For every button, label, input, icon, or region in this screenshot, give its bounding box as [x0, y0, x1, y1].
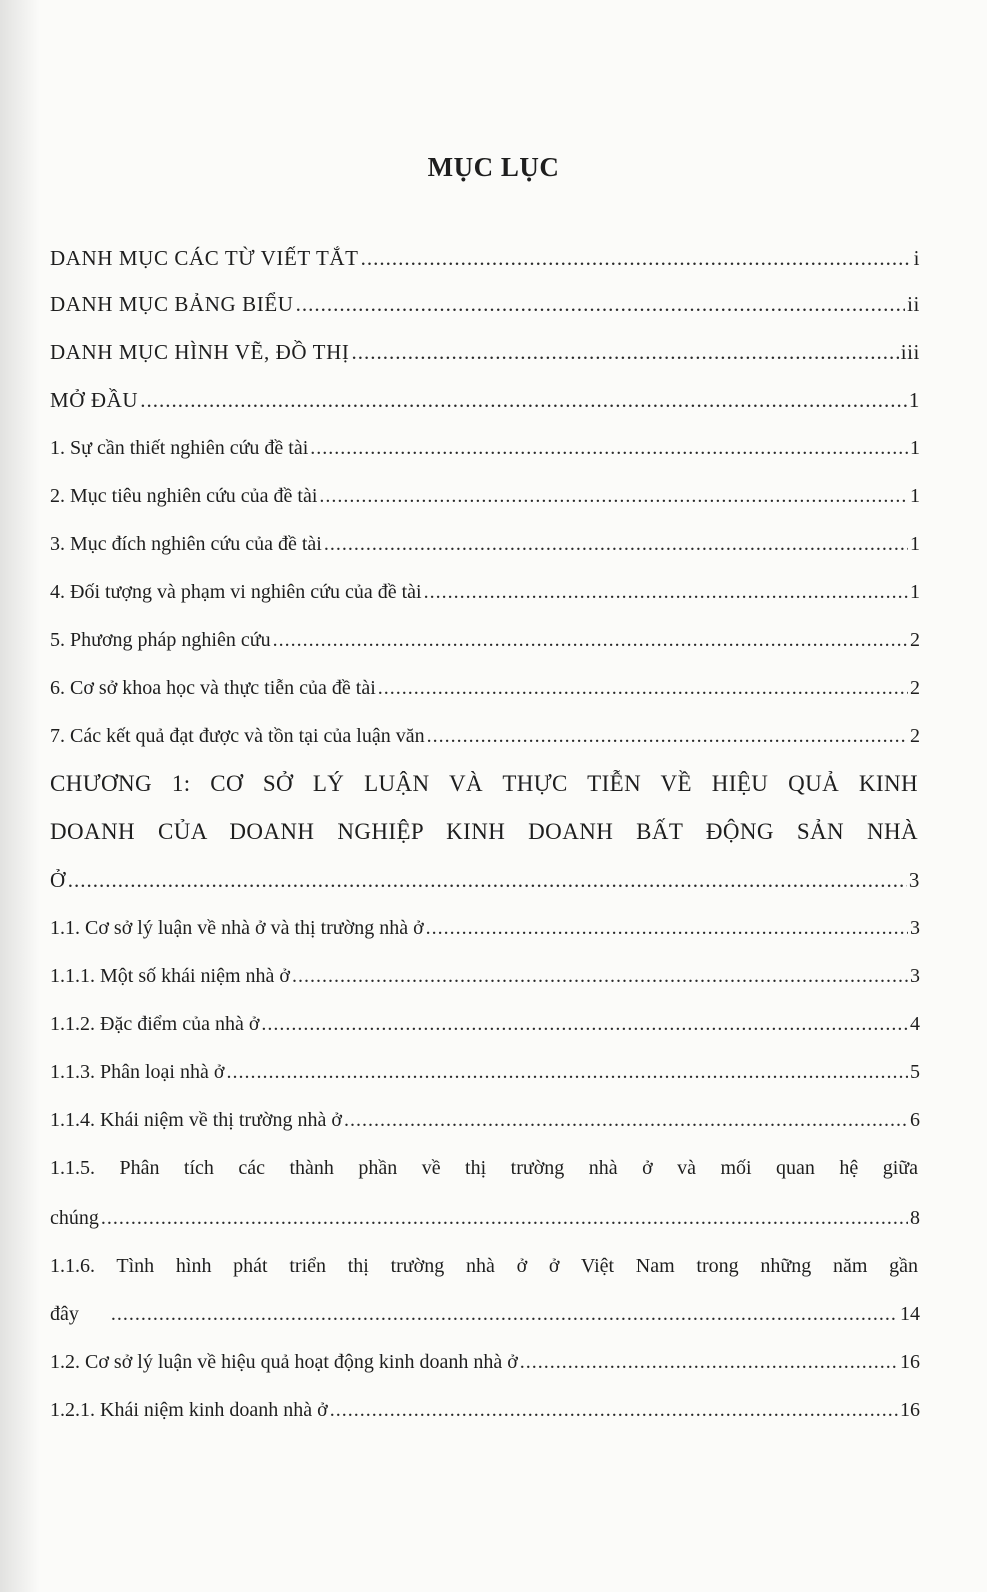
- toc-entry: [50, 1106, 920, 1134]
- toc-entry: [50, 1010, 920, 1038]
- dot-leader: [426, 914, 908, 942]
- toc-entry-text: 5. Phương pháp nghiên cứu: [50, 629, 271, 651]
- dot-leader: [378, 674, 908, 702]
- toc-chapter-line-2: DOANH CỦA DOANH NGHIỆP KINH DOANH BẤT ĐỘNG SẢN NHÀ: [50, 819, 918, 844]
- dot-leader: [344, 1106, 908, 1134]
- toc-entry: [50, 338, 920, 366]
- toc-entry-text: DANH MỤC BẢNG BIỂU: [50, 292, 294, 316]
- toc-entry: [50, 1348, 920, 1376]
- dot-leader: [310, 434, 908, 462]
- toc-entry-page: 1: [910, 581, 920, 603]
- dot-leader: [261, 1010, 908, 1038]
- toc-entry-page: 1: [908, 388, 920, 412]
- toc-entry-text: 1.1.4. Khái niệm về thị trường nhà ở: [50, 1109, 342, 1131]
- page-title: MỤC LỤC: [427, 152, 560, 182]
- toc-entry: [50, 244, 920, 272]
- toc-entry-page: 3: [910, 917, 920, 939]
- toc-entry: [50, 290, 920, 318]
- dot-leader: [361, 244, 912, 272]
- toc-entry: [50, 866, 920, 894]
- toc-entry-text: 6. Cơ sở khoa học và thực tiễn của đề tài: [50, 677, 376, 699]
- toc-entry-text: 2. Mục tiêu nghiên cứu của đề tài: [50, 485, 318, 507]
- toc-chapter-line-1: CHƯƠNG 1: CƠ SỞ LÝ LUẬN VÀ THỰC TIỄN VỀ HIỆU QUẢ KINH: [50, 771, 918, 796]
- toc-entry-text: 4. Đối tượng và phạm vi nghiên cứu của đề tài: [50, 581, 422, 603]
- toc-entry-page: iii: [900, 340, 920, 364]
- toc-entry-page: 16: [900, 1351, 920, 1373]
- toc-entry: [50, 530, 920, 558]
- dot-leader: [424, 578, 908, 606]
- toc-entry-page: 14: [900, 1303, 920, 1325]
- toc-entry-page: 8: [910, 1207, 920, 1229]
- toc-entry: [50, 386, 920, 414]
- toc-entry-page: 2: [910, 629, 920, 651]
- toc-entry-page: 1: [910, 533, 920, 555]
- toc-entry: [50, 1204, 920, 1232]
- toc-entry: [50, 962, 920, 990]
- toc-entry: [50, 674, 920, 702]
- toc-entry-page: 1: [910, 485, 920, 507]
- toc-entry: [50, 1300, 920, 1328]
- toc-entry-text: Ở: [50, 868, 66, 892]
- toc-entry: [50, 1396, 920, 1424]
- toc-entry-text: 1.1.2. Đặc điểm của nhà ở: [50, 1013, 260, 1035]
- toc-entry-text: chúng: [50, 1207, 99, 1229]
- toc-entry-page: 3: [910, 965, 920, 987]
- dot-leader: [101, 1204, 908, 1232]
- dot-leader: [324, 530, 908, 558]
- toc-entry-text: 7. Các kết quả đạt được và tồn tại của luận văn: [50, 725, 425, 747]
- toc-entry-line-1: 1.1.5. Phân tích các thành phần về thị trường nhà ở và mối quan hệ giữa: [50, 1157, 918, 1179]
- toc-entry-text: 3. Mục đích nghiên cứu của đề tài: [50, 533, 322, 555]
- toc-entry-text: 1. Sự cần thiết nghiên cứu đề tài: [50, 437, 309, 459]
- dot-leader: [273, 626, 908, 654]
- toc-entry-page: 1: [910, 437, 920, 459]
- toc-entry-text: 1.2. Cơ sở lý luận về hiệu quả hoạt động kinh doanh nhà ở: [50, 1351, 518, 1373]
- dot-leader: [296, 290, 906, 318]
- dot-leader: [140, 386, 907, 414]
- toc-entry-page: 16: [900, 1399, 920, 1421]
- dot-leader: [111, 1300, 898, 1328]
- toc-entry: [50, 914, 920, 942]
- toc-entry-page: 2: [910, 725, 920, 747]
- toc-entry: [50, 626, 920, 654]
- toc-entry-text: 1.1. Cơ sở lý luận về nhà ở và thị trường nhà ở: [50, 917, 424, 939]
- toc-entry-page: 4: [910, 1013, 920, 1035]
- toc-entry-text: DANH MỤC HÌNH VẼ, ĐỒ THỊ: [50, 340, 350, 364]
- toc-entry-page: i: [913, 246, 920, 270]
- dot-leader: [427, 722, 908, 750]
- toc-entry-line-1: 1.1.6. Tình hình phát triển thị trường nhà ở ở Việt Nam trong những năm gần: [50, 1255, 918, 1277]
- toc-entry-page: 5: [910, 1061, 920, 1083]
- dot-leader: [226, 1058, 908, 1086]
- dot-leader: [351, 338, 898, 366]
- toc-entry-page: ii: [907, 292, 920, 316]
- toc-entry: [50, 482, 920, 510]
- toc-entry: [50, 722, 920, 750]
- toc-entry-text: MỞ ĐẦU: [50, 388, 139, 412]
- toc-entry-page: 2: [910, 677, 920, 699]
- toc-entry-page: 3: [908, 868, 920, 892]
- toc-entry-text: 1.1.1. Một số khái niệm nhà ở: [50, 965, 290, 987]
- dot-leader: [292, 962, 908, 990]
- dot-leader: [520, 1348, 898, 1376]
- toc-entry-page: 6: [910, 1109, 920, 1131]
- dot-leader: [319, 482, 908, 510]
- dot-leader: [68, 866, 907, 894]
- toc-entry: [50, 434, 920, 462]
- toc-entry: [50, 1058, 920, 1086]
- toc-entry: [50, 578, 920, 606]
- dot-leader: [330, 1396, 898, 1424]
- toc-entry-text: 1.1.3. Phân loại nhà ở: [50, 1061, 225, 1083]
- toc-entry-text: đây: [50, 1303, 79, 1325]
- toc-entry-text: DANH MỤC CÁC TỪ VIẾT TẮT: [50, 246, 359, 270]
- toc-entry-text: 1.2.1. Khái niệm kinh doanh nhà ở: [50, 1399, 328, 1421]
